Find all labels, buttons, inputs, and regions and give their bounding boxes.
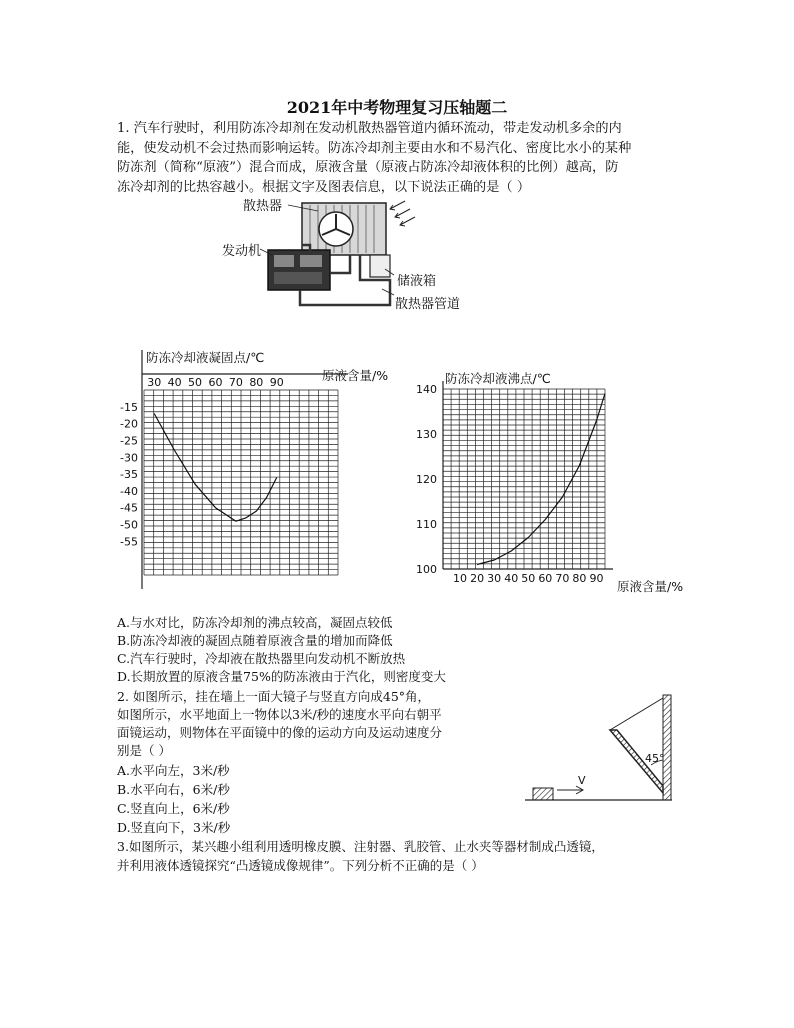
chart-title: 防冻冷却液凝固点/℃ [146, 350, 265, 365]
y-tick-label: -15 [120, 400, 138, 414]
x-axis-label: 原液含量/% [617, 579, 684, 594]
x-tick-label: 90 [269, 376, 284, 389]
boiling-point-curve [477, 394, 605, 565]
y-tick-label: 130 [416, 428, 437, 441]
y-tick-label: -45 [120, 501, 138, 515]
x-tick-label: 40 [167, 376, 182, 389]
x-axis-label: 原液含量/% [322, 368, 389, 383]
x-tick-label: 10 [453, 572, 468, 585]
q2-line: 2. 如图所示，挂在墙上一面大镜子与竖直方向成45°角， [117, 689, 431, 704]
q2-line: 别是（ ） [117, 743, 171, 758]
q1-option-d: D.长期放置的原液含量75%的防冻液由于汽化，则密度变大 [117, 669, 446, 684]
engine-label: 发动机 [222, 244, 262, 259]
freezing-point-chart [110, 343, 400, 593]
tank-label: 储液箱 [397, 274, 437, 289]
tank-shape [370, 255, 390, 277]
y-tick-label: 140 [416, 383, 437, 396]
x-tick-label: 50 [521, 572, 536, 585]
x-tick-label: 30 [147, 376, 162, 389]
q2-option-b: B.水平向右，6米/秒 [117, 782, 230, 797]
freezing-point-curve [154, 414, 277, 522]
boiling-point-chart [405, 365, 700, 600]
q1-option-a: A.与水对比，防冻冷却剂的沸点较高，凝固点较低 [117, 615, 393, 630]
y-tick-label: -25 [120, 434, 138, 448]
question-1-text [117, 119, 697, 197]
y-tick-label: -50 [120, 518, 138, 532]
q2-option-a: A.水平向左，3米/秒 [117, 763, 230, 778]
support-line [610, 698, 663, 730]
x-tick-label: 20 [470, 572, 485, 585]
x-tick-label: 90 [589, 572, 604, 585]
q1-option-c: C.汽车行驶时，冷却液在散热器里向发动机不断放热 [117, 651, 406, 666]
y-tick-label: -55 [120, 535, 138, 549]
q3-line: 并利用液体透镜探究“凸透镜成像规律”。下列分析不正确的是（ ） [117, 858, 484, 873]
y-tick-label: -30 [120, 451, 138, 465]
radiator-label: 散热器 [243, 199, 283, 214]
y-tick-label: 110 [416, 518, 437, 531]
x-tick-label: 70 [228, 376, 243, 389]
page-title: 2021年中考物理复习压轴题二 [286, 98, 508, 117]
q1-line: 1. 汽车行驶时，利用防冻冷却剂在发动机散热器管道内循环流动，带走发动机多余的内 [117, 121, 622, 136]
x-tick-label: 60 [208, 376, 223, 389]
wall-shape [663, 695, 671, 800]
q1-line: 冻冷却剂的比热容越小。根据文字及图表信息，以下说法正确的是（ ） [117, 179, 531, 195]
y-tick-label: -20 [120, 417, 138, 431]
x-tick-label: 40 [504, 572, 519, 585]
x-tick-label: 50 [188, 376, 203, 389]
q3-line: 3.如图所示，某兴趣小组利用透明橡皮膜、注射器、乳胶管、止水夹等器材制成凸透镜， [117, 839, 604, 854]
y-tick-label: -35 [120, 468, 138, 482]
velocity-label: V [578, 774, 586, 787]
q1-line: 能，使发动机不会过热而影响运转。防冻冷却剂主要由水和不易汽化、密度比水小的某种 [117, 140, 632, 156]
x-tick-label: 80 [249, 376, 264, 389]
chart-title: 防冻冷却液沸点/℃ [445, 371, 551, 386]
q2-line: 如图所示，水平地面上一物体以3米/秒的速度水平向右朝平 [117, 707, 442, 722]
y-tick-label: -40 [120, 484, 138, 498]
q1-option-b: B.防冻冷却液的凝固点随着原液含量的增加而降低 [117, 633, 393, 648]
x-tick-label: 70 [555, 572, 570, 585]
x-tick-label: 60 [538, 572, 553, 585]
x-tick-label: 80 [572, 572, 587, 585]
q2-option-d: D.竖直向下，3米/秒 [117, 820, 231, 835]
y-tick-label: 100 [416, 563, 437, 576]
x-tick-label: 30 [487, 572, 502, 585]
q1-line: 防冻剂（简称“原液”）混合而成，原液含量（原液占防冻冷却液体积的比例）越高，防 [117, 160, 619, 175]
q2-option-c: C.竖直向上，6米/秒 [117, 801, 230, 816]
y-tick-label: 120 [416, 473, 437, 486]
pipe-label: 散热器管道 [395, 297, 461, 312]
object-shape [533, 788, 553, 800]
angle-label: 45° [645, 752, 665, 765]
q2-line: 面镜运动，则物体在平面镜中的像的运动方向及运动速度分 [117, 725, 443, 740]
mirror-figure [520, 690, 680, 805]
